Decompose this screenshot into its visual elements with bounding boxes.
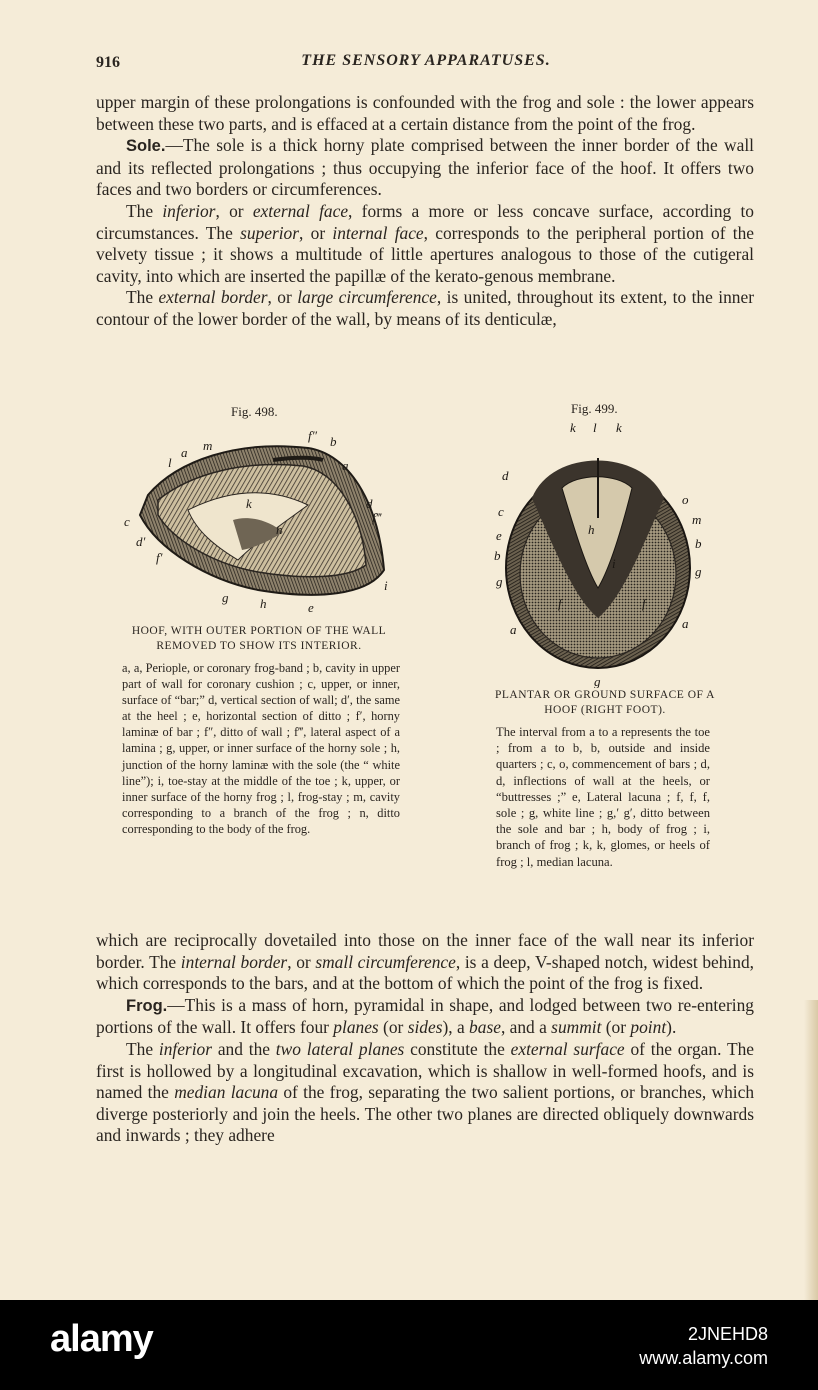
- image-id-text: 2JNEHD8: [687, 1324, 768, 1344]
- paragraph-inferior-face: The inferior, or external face, forms a more or less concave surface, according to circumstances. The superior, or internal face, corresponds to the peripheral portion of the velvety tissue ; it shows a multitude of little apertures analogous to those of the cutigeral cavity, into which are inserted the papillæ of the kerato-genous membrane.: [96, 200, 755, 286]
- sole-heading: Sole.: [126, 137, 166, 156]
- fig-499-letter: b: [695, 536, 702, 551]
- fig-498-letter: m: [203, 438, 213, 453]
- fig-498-letter: f″: [308, 428, 318, 443]
- paragraph-external-border: The external border, or large circumference, is united, throughout its extent, to the inner contour of the lower border of the wall, by means of its denticulæ,: [96, 287, 754, 329]
- fig-498-letter: d′: [136, 534, 146, 549]
- fig-498-illustration: [118, 420, 408, 620]
- fig-499-letter: l: [593, 420, 597, 435]
- fig-499-letter: h: [588, 522, 595, 537]
- fig-499-letter: a: [510, 622, 517, 637]
- paragraph-external-surface: The inferior and the two lateral planes constitute the external surface of the organ. The first is hollowed by a longitudinal excavation, which is shallow in well-formed hoofs, and is named the median lacuna of the frog, separating the two salient portions, or branches, which diverge posteriorly and join the heels. The other two planes are directed obliquely downwards and inwards ; they adhere: [96, 1038, 755, 1146]
- fig-499-letter: f: [642, 596, 646, 611]
- fig-499-letter: o: [682, 492, 689, 507]
- fig-498-letter: h: [260, 596, 267, 611]
- fig-498-label: Fig. 498.: [231, 404, 278, 419]
- alamy-logo: alamy: [50, 1318, 153, 1360]
- fig-499-caption-title: PLANTAR OR GROUND SURFACE OF A HOOF (RIGHT FOOT).: [495, 689, 715, 716]
- fig-499-letter: g: [594, 674, 601, 688]
- fig-499-letter: k: [616, 420, 622, 435]
- fig-499-letter: k: [570, 420, 576, 435]
- fig-499-letter: e: [496, 528, 502, 543]
- paragraph-internal-border: which are reciprocally dovetailed into those on the inner face of the wall near its inferior border. The internal border, or small circumference, is a deep, V-shaped notch, widest behind, which corresponds to the bars, and at the bottom of which the point of the frog is fixed.: [96, 930, 754, 994]
- running-title: THE SENSORY APPARATUSES.: [301, 52, 551, 69]
- page-header: [96, 48, 756, 78]
- fig-498-letter: a: [181, 445, 188, 460]
- fig-498-letter: f′: [156, 550, 163, 565]
- fig-499-letter: d: [502, 468, 509, 483]
- top-text-block: [96, 92, 754, 331]
- fig-498-letter: b: [330, 434, 337, 449]
- image-id: [639, 1322, 768, 1370]
- fig-499-letter: f: [558, 596, 562, 611]
- page-number: 916: [96, 54, 120, 71]
- fig-498-letter: f‴: [372, 510, 382, 525]
- fig-499-letter: g: [695, 564, 702, 579]
- paragraph-frog: Frog.—This is a mass of horn, pyramidal in shape, and lodged between two re-entering portions of the wall. It offers four planes (or sides), a base, and a summit (or point).: [96, 994, 754, 1038]
- sole-text: —The sole is a thick horny plate comprised between the inner border of the wall and its reflected prolongations ; thus occupying the inferior face of the hoof. It offers two faces and two borders or circumferences.: [96, 135, 754, 200]
- frog-heading: Frog.: [126, 996, 168, 1015]
- fig-499-illustration: [492, 418, 714, 688]
- fig-499-letter: b: [494, 548, 501, 563]
- fig-499-letter: m: [692, 512, 702, 527]
- paragraph-continuation: upper margin of these prolongations is confounded with the frog and sole : the lower appears between these two parts, and is effaced at a certain distance from the point of the frog.: [96, 92, 754, 134]
- fig-498-caption-title: HOOF, WITH OUTER PORTION OF THE WALL REMOVED TO SHOW ITS INTERIOR.: [131, 625, 387, 652]
- site-text: www.alamy.com: [639, 1348, 768, 1368]
- fig-498-letter: g: [222, 590, 229, 605]
- fig-498-legend: a, a, Periople, or coronary frog-band ; b, cavity in upper part of wall for coronary cushion ; c, upper, or inner, surface of “bar;” d, vertical section of wall; d′, the same at the heel ; e, horizontal section of ditto ; f′, horny laminæ of bar ; f″, ditto of wall ; f‴, lateral aspect of a lamina ; g, upper, or inner surface of the horny sole ; h, junction of the horny laminæ with the sole (the “ white line”); i, toe-stay at the middle of the toe ; k, upper, or inner surface of the horny frog ; l, frog-stay ; m, cavity corresponding to a branch of the frog ; n, ditto corresponding to the body of the frog.: [122, 661, 400, 836]
- fig-499-label: Fig. 499.: [571, 401, 618, 416]
- fig-498-letter: d: [366, 496, 373, 511]
- fig-499-letter: g: [496, 574, 503, 589]
- fig-498-letter: e: [308, 600, 314, 615]
- paragraph-sole: [96, 135, 754, 201]
- page-edge-shadow: [804, 1000, 818, 1300]
- fig-499-legend: The interval from a to a represents the toe ; from a to b, b, outside and inside quarters ; c, o, commencement of bars ; d, d, inflections of wall at the heels, or “buttresses ;” e, Lateral lacuna ; f, f, f, sole ; g, white line ; g,′ g′, ditto between the sole and bar ; h, body of frog ; i, branch of frog ; k, k, glomes, or heels of frog ; l, median lacuna.: [496, 725, 710, 869]
- fig-498-letter: a: [342, 458, 349, 473]
- fig-498-letter: c: [124, 514, 130, 529]
- fig-498-letter: l: [168, 455, 172, 470]
- bottom-text-block: [96, 930, 754, 1147]
- fig-499-letter: i: [612, 556, 616, 571]
- fig-499-letter: a: [682, 616, 689, 631]
- fig-498-letter: k: [246, 496, 252, 511]
- fig-499-letter: c: [498, 504, 504, 519]
- fig-498-letter: n: [276, 522, 283, 537]
- fig-498-letter: i: [384, 578, 388, 593]
